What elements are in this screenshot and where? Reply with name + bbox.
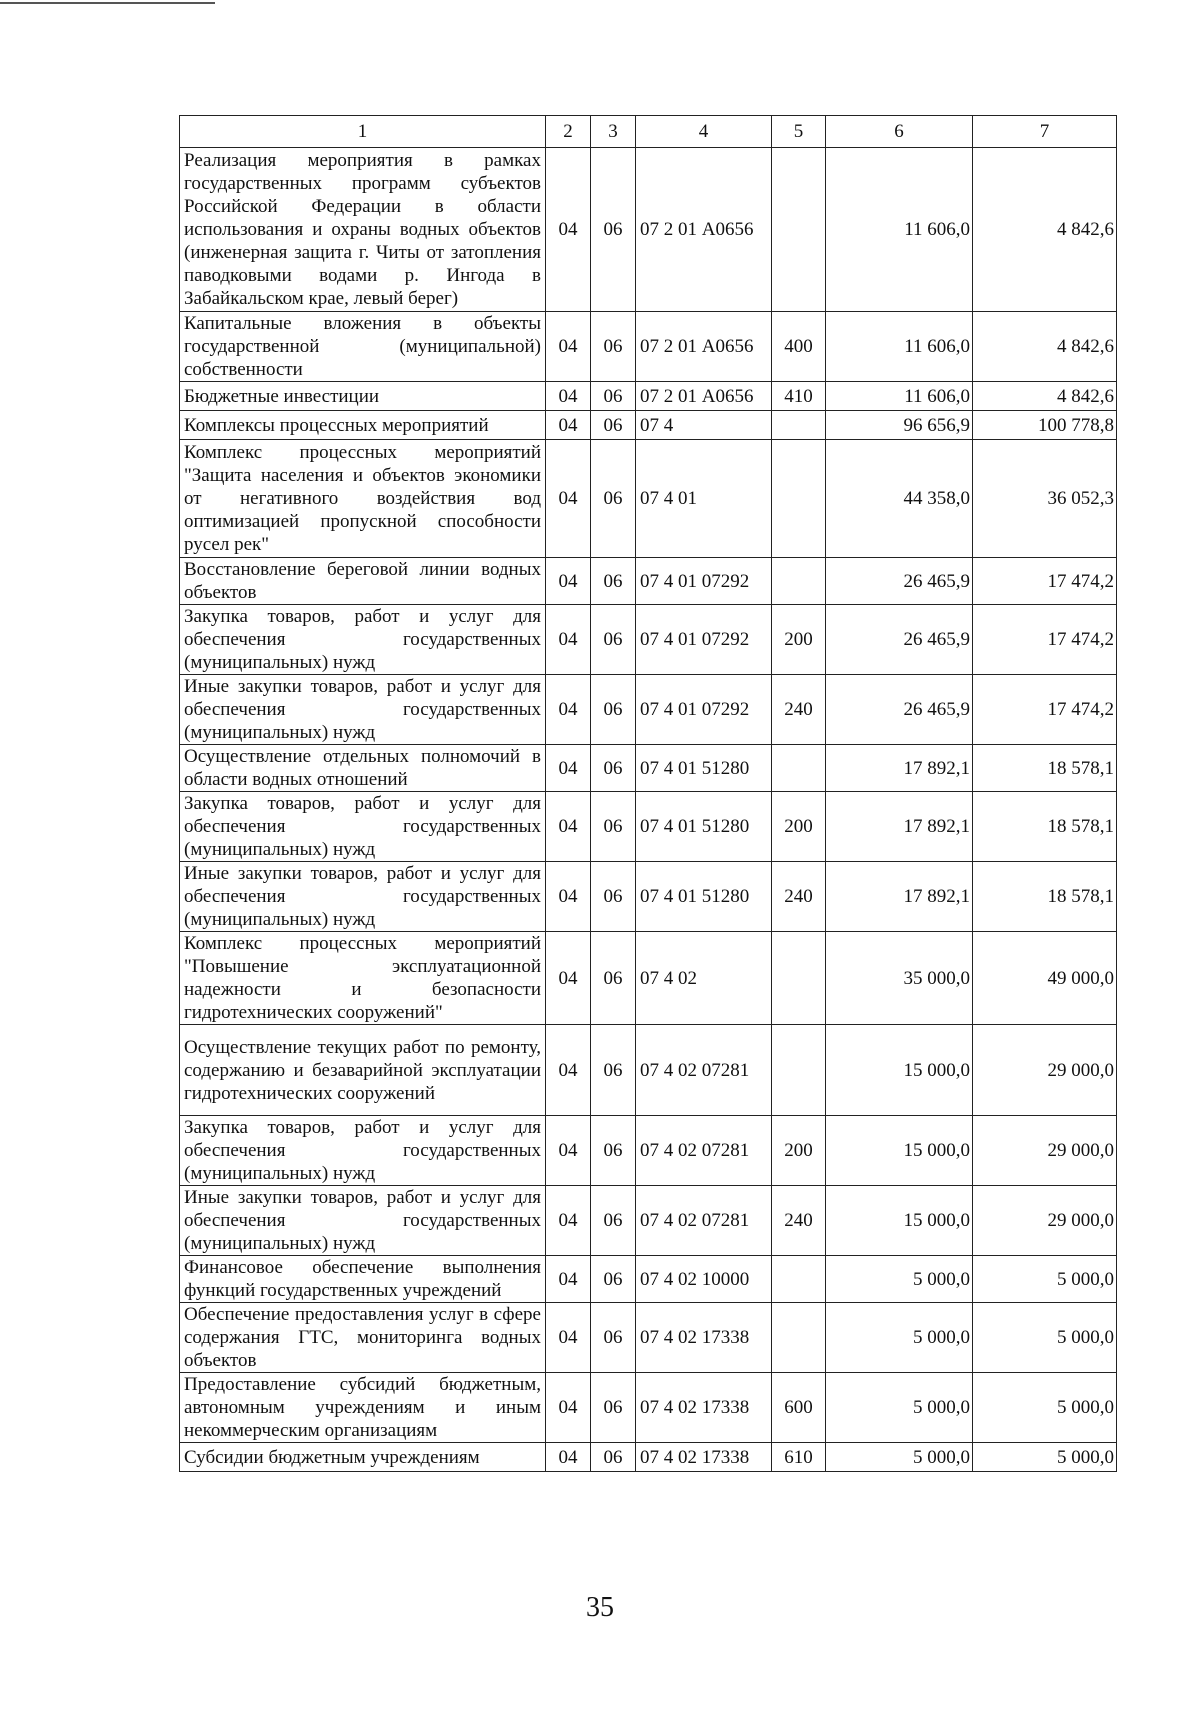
row-subsection: 06 bbox=[591, 605, 636, 675]
row-subsection: 06 bbox=[591, 1025, 636, 1116]
header-col-7: 7 bbox=[973, 116, 1117, 148]
row-expense-type bbox=[772, 932, 826, 1025]
row-name: Закупка товаров, работ и услуг для обеспечения государственных (муниципальных) нужд bbox=[180, 1116, 546, 1186]
row-amount-year1: 15 000,0 bbox=[826, 1025, 973, 1116]
row-target-code: 07 4 02 17338 bbox=[636, 1373, 772, 1443]
row-expense-type: 240 bbox=[772, 675, 826, 745]
row-expense-type bbox=[772, 148, 826, 312]
row-target-code: 07 4 02 bbox=[636, 932, 772, 1025]
row-amount-year2: 100 778,8 bbox=[973, 411, 1117, 440]
row-name: Субсидии бюджетным учреждениям bbox=[180, 1443, 546, 1472]
row-amount-year2: 49 000,0 bbox=[973, 932, 1117, 1025]
row-target-code: 07 4 02 17338 bbox=[636, 1303, 772, 1373]
page-number: 35 bbox=[586, 1592, 614, 1623]
row-expense-type: 200 bbox=[772, 792, 826, 862]
row-section: 04 bbox=[546, 1256, 591, 1303]
table-row bbox=[180, 792, 1117, 862]
row-target-code: 07 4 02 07281 bbox=[636, 1025, 772, 1116]
row-subsection: 06 bbox=[591, 675, 636, 745]
row-subsection: 06 bbox=[591, 1303, 636, 1373]
row-section: 04 bbox=[546, 745, 591, 792]
table-row bbox=[180, 1303, 1117, 1373]
table-row bbox=[180, 312, 1117, 382]
row-name: Комплексы процессных мероприятий bbox=[180, 411, 546, 440]
row-amount-year1: 26 465,9 bbox=[826, 675, 973, 745]
row-name: Обеспечение предоставления услуг в сфере содержания ГТС, мониторинга водных объектов bbox=[180, 1303, 546, 1373]
row-name: Реализация мероприятия в рамках государственных программ субъектов Российской Федерации в области использования и охраны водных объектов (инженерная защита г. Читы от затопления паводковыми водами р. Ингода в Забайкальском крае, левый берег) bbox=[180, 148, 546, 312]
row-amount-year1: 5 000,0 bbox=[826, 1443, 973, 1472]
row-target-code: 07 4 01 07292 bbox=[636, 605, 772, 675]
row-expense-type bbox=[772, 411, 826, 440]
row-amount-year2: 5 000,0 bbox=[973, 1303, 1117, 1373]
row-amount-year1: 17 892,1 bbox=[826, 745, 973, 792]
row-section: 04 bbox=[546, 440, 591, 558]
row-section: 04 bbox=[546, 932, 591, 1025]
header-col-2: 2 bbox=[546, 116, 591, 148]
budget-table bbox=[179, 115, 1117, 1472]
row-subsection: 06 bbox=[591, 1443, 636, 1472]
table-row bbox=[180, 440, 1117, 558]
table-row bbox=[180, 148, 1117, 312]
row-subsection: 06 bbox=[591, 440, 636, 558]
table-row bbox=[180, 862, 1117, 932]
row-amount-year2: 29 000,0 bbox=[973, 1025, 1117, 1116]
row-amount-year2: 36 052,3 bbox=[973, 440, 1117, 558]
row-section: 04 bbox=[546, 148, 591, 312]
row-amount-year2: 18 578,1 bbox=[973, 862, 1117, 932]
row-section: 04 bbox=[546, 1303, 591, 1373]
row-section: 04 bbox=[546, 1116, 591, 1186]
row-amount-year1: 17 892,1 bbox=[826, 862, 973, 932]
header-col-4: 4 bbox=[636, 116, 772, 148]
row-amount-year2: 5 000,0 bbox=[973, 1256, 1117, 1303]
table-row bbox=[180, 605, 1117, 675]
row-target-code: 07 4 02 17338 bbox=[636, 1443, 772, 1472]
row-amount-year1: 5 000,0 bbox=[826, 1256, 973, 1303]
row-amount-year1: 17 892,1 bbox=[826, 792, 973, 862]
table-row bbox=[180, 745, 1117, 792]
row-amount-year1: 15 000,0 bbox=[826, 1186, 973, 1256]
row-target-code: 07 4 01 07292 bbox=[636, 675, 772, 745]
row-section: 04 bbox=[546, 862, 591, 932]
row-expense-type bbox=[772, 440, 826, 558]
row-subsection: 06 bbox=[591, 792, 636, 862]
table-row bbox=[180, 558, 1117, 605]
row-name: Восстановление береговой линии водных объектов bbox=[180, 558, 546, 605]
row-section: 04 bbox=[546, 1373, 591, 1443]
row-name: Закупка товаров, работ и услуг для обеспечения государственных (муниципальных) нужд bbox=[180, 605, 546, 675]
row-subsection: 06 bbox=[591, 382, 636, 411]
row-target-code: 07 4 02 07281 bbox=[636, 1186, 772, 1256]
header-col-6: 6 bbox=[826, 116, 973, 148]
header-col-5: 5 bbox=[772, 116, 826, 148]
row-section: 04 bbox=[546, 558, 591, 605]
row-target-code: 07 2 01 А0656 bbox=[636, 312, 772, 382]
row-section: 04 bbox=[546, 312, 591, 382]
table-row bbox=[180, 1373, 1117, 1443]
row-name: Иные закупки товаров, работ и услуг для обеспечения государственных (муниципальных) нужд bbox=[180, 675, 546, 745]
row-section: 04 bbox=[546, 1186, 591, 1256]
row-name: Предоставление субсидий бюджетным, автономным учреждениям и иным некоммерческим организациям bbox=[180, 1373, 546, 1443]
row-subsection: 06 bbox=[591, 862, 636, 932]
row-amount-year1: 11 606,0 bbox=[826, 382, 973, 411]
row-target-code: 07 4 01 51280 bbox=[636, 862, 772, 932]
row-amount-year2: 4 842,6 bbox=[973, 382, 1117, 411]
row-expense-type: 200 bbox=[772, 605, 826, 675]
row-expense-type bbox=[772, 1025, 826, 1116]
row-subsection: 06 bbox=[591, 1186, 636, 1256]
row-name: Иные закупки товаров, работ и услуг для обеспечения государственных (муниципальных) нужд bbox=[180, 862, 546, 932]
row-section: 04 bbox=[546, 1025, 591, 1116]
row-name: Закупка товаров, работ и услуг для обеспечения государственных (муниципальных) нужд bbox=[180, 792, 546, 862]
row-expense-type: 410 bbox=[772, 382, 826, 411]
row-expense-type: 200 bbox=[772, 1116, 826, 1186]
scan-edge-line bbox=[0, 2, 215, 4]
row-amount-year1: 5 000,0 bbox=[826, 1373, 973, 1443]
table-row bbox=[180, 1256, 1117, 1303]
row-target-code: 07 4 01 51280 bbox=[636, 792, 772, 862]
table-row bbox=[180, 675, 1117, 745]
row-amount-year1: 26 465,9 bbox=[826, 605, 973, 675]
row-name: Финансовое обеспечение выполнения функций государственных учреждений bbox=[180, 1256, 546, 1303]
row-name: Капитальные вложения в объекты государственной (муниципальной) собственности bbox=[180, 312, 546, 382]
row-expense-type: 400 bbox=[772, 312, 826, 382]
row-amount-year2: 17 474,2 bbox=[973, 675, 1117, 745]
row-section: 04 bbox=[546, 382, 591, 411]
row-target-code: 07 4 01 bbox=[636, 440, 772, 558]
row-subsection: 06 bbox=[591, 558, 636, 605]
row-section: 04 bbox=[546, 675, 591, 745]
row-name: Осуществление текущих работ по ремонту, содержанию и безаварийной эксплуатации гидротехнических сооружений bbox=[180, 1025, 546, 1116]
row-amount-year1: 35 000,0 bbox=[826, 932, 973, 1025]
row-section: 04 bbox=[546, 605, 591, 675]
table-row bbox=[180, 1443, 1117, 1472]
row-expense-type: 610 bbox=[772, 1443, 826, 1472]
row-name: Бюджетные инвестиции bbox=[180, 382, 546, 411]
row-amount-year2: 29 000,0 bbox=[973, 1186, 1117, 1256]
row-subsection: 06 bbox=[591, 1373, 636, 1443]
row-amount-year1: 11 606,0 bbox=[826, 312, 973, 382]
table-row bbox=[180, 1186, 1117, 1256]
row-expense-type bbox=[772, 1256, 826, 1303]
header-col-1: 1 bbox=[180, 116, 546, 148]
row-target-code: 07 4 02 07281 bbox=[636, 1116, 772, 1186]
row-name: Осуществление отдельных полномочий в области водных отношений bbox=[180, 745, 546, 792]
row-amount-year2: 17 474,2 bbox=[973, 558, 1117, 605]
table-row bbox=[180, 932, 1117, 1025]
row-amount-year2: 4 842,6 bbox=[973, 148, 1117, 312]
row-section: 04 bbox=[546, 411, 591, 440]
row-subsection: 06 bbox=[591, 745, 636, 792]
row-subsection: 06 bbox=[591, 932, 636, 1025]
table-header-row bbox=[180, 116, 1117, 148]
row-expense-type bbox=[772, 745, 826, 792]
row-subsection: 06 bbox=[591, 411, 636, 440]
table-row bbox=[180, 411, 1117, 440]
row-amount-year2: 5 000,0 bbox=[973, 1443, 1117, 1472]
table-row bbox=[180, 382, 1117, 411]
header-col-3: 3 bbox=[591, 116, 636, 148]
row-amount-year1: 15 000,0 bbox=[826, 1116, 973, 1186]
row-target-code: 07 4 01 51280 bbox=[636, 745, 772, 792]
row-target-code: 07 4 01 07292 bbox=[636, 558, 772, 605]
row-target-code: 07 2 01 А0656 bbox=[636, 148, 772, 312]
row-target-code: 07 4 bbox=[636, 411, 772, 440]
row-amount-year2: 29 000,0 bbox=[973, 1116, 1117, 1186]
row-expense-type: 240 bbox=[772, 862, 826, 932]
row-name: Комплекс процессных мероприятий "Повышение эксплуатационной надежности и безопасности гидротехнических сооружений" bbox=[180, 932, 546, 1025]
row-amount-year1: 26 465,9 bbox=[826, 558, 973, 605]
row-name: Комплекс процессных мероприятий "Защита населения и объектов экономики от негативного воздействия вод оптимизацией пропускной способности русел рек" bbox=[180, 440, 546, 558]
table-row bbox=[180, 1025, 1117, 1116]
row-expense-type: 240 bbox=[772, 1186, 826, 1256]
row-target-code: 07 2 01 А0656 bbox=[636, 382, 772, 411]
row-subsection: 06 bbox=[591, 1116, 636, 1186]
row-section: 04 bbox=[546, 1443, 591, 1472]
row-subsection: 06 bbox=[591, 148, 636, 312]
row-expense-type bbox=[772, 1303, 826, 1373]
row-name: Иные закупки товаров, работ и услуг для обеспечения государственных (муниципальных) нужд bbox=[180, 1186, 546, 1256]
row-expense-type bbox=[772, 558, 826, 605]
row-expense-type: 600 bbox=[772, 1373, 826, 1443]
row-amount-year1: 44 358,0 bbox=[826, 440, 973, 558]
row-subsection: 06 bbox=[591, 1256, 636, 1303]
row-section: 04 bbox=[546, 792, 591, 862]
row-amount-year2: 17 474,2 bbox=[973, 605, 1117, 675]
row-amount-year2: 18 578,1 bbox=[973, 745, 1117, 792]
row-amount-year2: 4 842,6 bbox=[973, 312, 1117, 382]
row-amount-year1: 5 000,0 bbox=[826, 1303, 973, 1373]
row-amount-year1: 96 656,9 bbox=[826, 411, 973, 440]
row-amount-year2: 18 578,1 bbox=[973, 792, 1117, 862]
table-row bbox=[180, 1116, 1117, 1186]
row-subsection: 06 bbox=[591, 312, 636, 382]
row-target-code: 07 4 02 10000 bbox=[636, 1256, 772, 1303]
row-amount-year2: 5 000,0 bbox=[973, 1373, 1117, 1443]
row-amount-year1: 11 606,0 bbox=[826, 148, 973, 312]
